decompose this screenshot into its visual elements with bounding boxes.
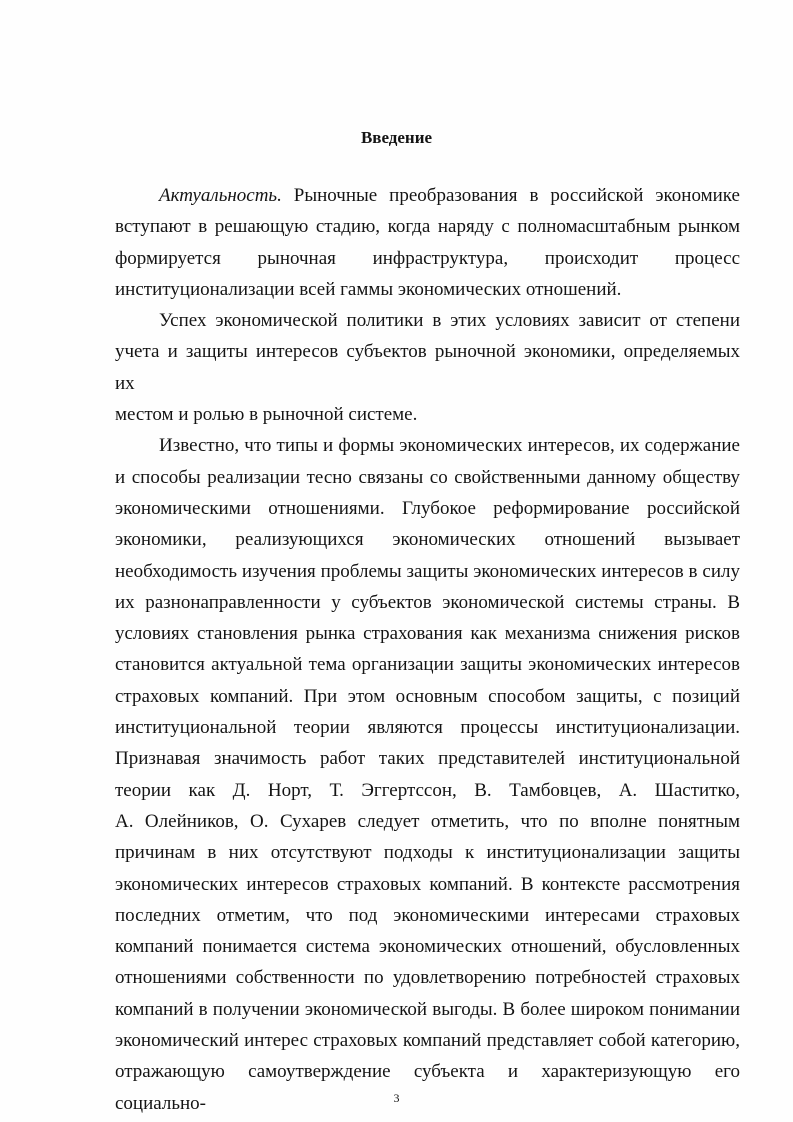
text-line: теории как Д. Норт, Т. Эггертссон, В. Тамбовцев, А. Шаститко,	[115, 779, 740, 801]
text-line: отражающую самоутверждение субъекта и характеризующую его социально-	[115, 1061, 740, 1114]
relevance-lead: Актуальность.	[159, 185, 282, 206]
text-line: отношениями собственности по удовлетворению потребностей страховых	[115, 967, 740, 989]
text-line: условиях становления рынка страхования как механизма снижения рисков	[115, 623, 740, 645]
paragraph-relevance	[115, 180, 740, 305]
text-line-content: Рыночные преобразования в российской экономике	[281, 185, 740, 206]
text-line: А. Олейников, О. Сухарев следует отметить, что по вполне понятным	[115, 810, 740, 832]
text-line: институционализации всей гаммы экономических отношений.	[115, 278, 622, 300]
text-line: причинам в них отсутствуют подходы к институционализации защиты	[115, 842, 740, 864]
page-number: 3	[393, 1091, 400, 1105]
text-line: экономических интересов страховых компаний. В контексте рассмотрения	[115, 873, 740, 895]
text-line	[115, 180, 740, 211]
text-line: учета и защиты интересов субъектов рыночной экономики, определяемых их	[115, 341, 740, 394]
text-line: формируется рыночная инфраструктура, происходит процесс	[115, 247, 740, 269]
paragraph-policy	[115, 305, 740, 430]
page-title: Введение	[360, 128, 433, 147]
body-text	[115, 180, 740, 1119]
paragraph-interests	[115, 430, 740, 1119]
text-line: Успех экономической политики в этих условиях зависит от степени	[159, 310, 740, 332]
text-line: институциональной теории являются процессы институционализации.	[115, 717, 740, 739]
text-line: Известно, что типы и формы экономических интересов, их содержание	[159, 435, 740, 457]
text-line: компаний в получении экономической выгоды. В более широком понимании	[115, 998, 740, 1020]
text-line: Признавая значимость работ таких представителей институциональной	[115, 748, 740, 770]
text-line: экономический интерес страховых компаний представляет собой категорию,	[115, 1030, 740, 1052]
text-line: экономики, реализующихся экономических отношений вызывает	[115, 529, 740, 551]
text-line: и способы реализации тесно связаны со свойственными данному обществу	[115, 466, 740, 488]
text-line: их разнонаправленности у субъектов экономической системы страны. В	[115, 591, 740, 613]
text-line: страховых компаний. При этом основным способом защиты, с позиций	[115, 685, 740, 707]
text-line: последних отметим, что под экономическими интересами страховых	[115, 904, 740, 926]
text-line: компаний понимается система экономических отношений, обусловленных	[115, 936, 740, 958]
text-line: необходимость изучения проблемы защиты экономических интересов в силу	[115, 560, 740, 582]
text-line: вступают в решающую стадию, когда наряду с полномасштабным рынком	[115, 216, 740, 238]
text-line: экономическими отношениями. Глубокое реформирование российской	[115, 497, 740, 519]
text-line: становится актуальной тема организации защиты экономических интересов	[115, 654, 740, 676]
text-line: местом и ролью в рыночной системе.	[115, 404, 418, 426]
